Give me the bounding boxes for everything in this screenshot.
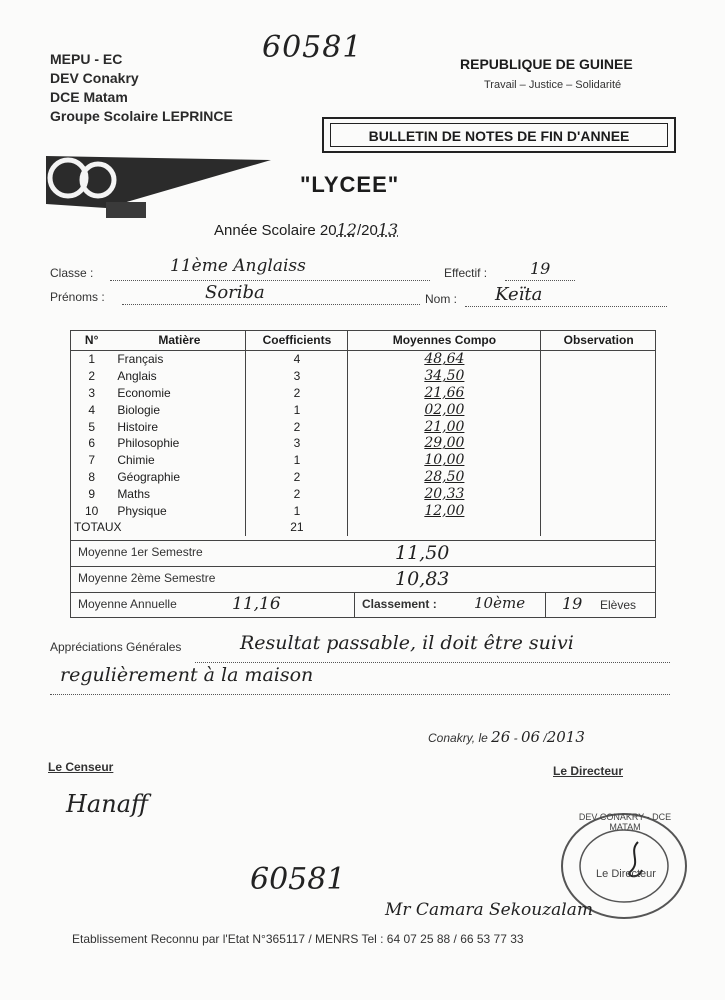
totals-label: TOTAUX [74, 520, 122, 535]
table-row [70, 435, 656, 452]
sem2-divider [70, 592, 656, 593]
stamp-center-text: Le Directeur [596, 868, 656, 880]
header-observation: Observation [541, 330, 656, 351]
row-coef: 3 [246, 368, 348, 385]
table-row [70, 485, 656, 502]
table-row [70, 469, 656, 486]
row-num: 6 [88, 436, 95, 451]
reference-number-bottom: 60581 [250, 862, 346, 897]
directeur-label: Le Directeur [553, 764, 624, 778]
header-grade: Moyennes Compo [348, 330, 541, 351]
row-grade-cell [348, 385, 541, 402]
date-year: 2013 [546, 728, 585, 746]
nom-value: Keïta [495, 284, 543, 305]
director-name: Mr Camara Sekouzalam [385, 900, 593, 920]
row-grade: 21,66 [424, 384, 465, 401]
table-row [70, 502, 656, 519]
appreciation-text-1: Resultat passable, il doit être suivi [240, 632, 574, 654]
row-grade: 48,64 [424, 351, 465, 368]
effectif-label: Effectif : [444, 266, 488, 280]
row-grade-cell [348, 452, 541, 469]
row-grade: 21,00 [424, 418, 465, 435]
school-year-start: 12 [336, 220, 357, 239]
censeur-label: Le Censeur [48, 760, 114, 774]
reference-number-top: 60581 [262, 30, 363, 65]
row-grade-cell [348, 368, 541, 385]
censeur-signature: Hanaff [66, 790, 149, 818]
row-coef: 2 [246, 385, 348, 402]
place-date-prefix: Conakry, le [428, 731, 488, 745]
classe-value: 11ème Anglaiss [170, 256, 306, 276]
school-logo-icon [46, 138, 271, 220]
table-header-row [70, 330, 656, 351]
header-line-2: DEV Conakry [50, 70, 139, 86]
row-grade-cell [348, 351, 541, 368]
school-year-end: 13 [377, 220, 399, 239]
row-coef: 2 [246, 485, 348, 502]
date-day: 26 [491, 728, 511, 746]
annual-value: 11,16 [232, 594, 281, 614]
averages-divider [70, 540, 656, 541]
classe-label: Classe : [50, 266, 94, 280]
place-date: Conakry, le 26 - 06 /2013 [428, 728, 585, 746]
footer-text: Etablissement Reconnu par l'Etat N°365117 / MENRS Tel : 64 07 25 88 / 66 53 77 33 [72, 932, 524, 946]
row-grade: 02,00 [424, 401, 465, 418]
row-grade-cell [348, 401, 541, 418]
row-observation [541, 368, 656, 385]
header-coef: Coefficients [246, 330, 348, 351]
row-observation [541, 435, 656, 452]
row-num: 3 [88, 385, 95, 400]
sem1-label: Moyenne 1er Semestre [78, 545, 203, 559]
appreciation-label: Appréciations Générales [50, 640, 182, 654]
table-row [70, 401, 656, 418]
row-observation [541, 401, 656, 418]
row-grade-cell [348, 502, 541, 519]
sem2-value: 10,83 [395, 568, 450, 590]
prenoms-label: Prénoms : [50, 290, 105, 304]
prenoms-value: Soriba [205, 282, 265, 303]
table-row [70, 385, 656, 402]
row-subject: Chimie [117, 453, 155, 468]
header-subject: Matière [113, 330, 246, 351]
country-title: REPUBLIQUE DE GUINEE [460, 56, 633, 72]
row-observation [541, 469, 656, 486]
row-num: 5 [88, 419, 95, 434]
school-year-sep: /20 [356, 222, 378, 239]
row-grade: 10,00 [424, 452, 465, 469]
sem2-label: Moyenne 2ème Semestre [78, 571, 216, 585]
rank-value: 10ème [474, 594, 526, 612]
sem1-divider [70, 566, 656, 567]
row-subject: Français [117, 352, 164, 367]
row-subject: Philosophie [117, 436, 180, 451]
nom-label: Nom : [425, 292, 458, 306]
row-coef: 4 [246, 351, 348, 368]
prenoms-line [122, 290, 420, 305]
rank-unit: Elèves [600, 598, 637, 612]
header-line-4: Groupe Scolaire LEPRINCE [50, 108, 233, 124]
bulletin-title: BULLETIN DE NOTES DE FIN D'ANNEE [330, 123, 668, 147]
row-observation [541, 351, 656, 368]
row-grade: 34,50 [424, 368, 465, 385]
totals-coef: 21 [246, 519, 348, 536]
row-grade: 12,00 [424, 502, 465, 519]
row-num: 2 [88, 369, 95, 384]
table-row [70, 368, 656, 385]
row-num: 9 [88, 486, 95, 501]
rank-total: 19 [562, 594, 583, 613]
row-grade-cell [348, 469, 541, 486]
row-num: 1 [88, 352, 95, 367]
row-grade-cell [348, 435, 541, 452]
row-subject: Maths [117, 486, 150, 501]
row-coef: 2 [246, 469, 348, 486]
school-year [214, 220, 398, 239]
sem1-value: 11,50 [395, 542, 450, 564]
grades-table [70, 330, 656, 536]
row-num: 10 [84, 503, 99, 518]
row-subject: Physique [117, 503, 167, 518]
row-grade: 28,50 [424, 468, 465, 485]
row-subject: Géographie [117, 469, 181, 484]
row-coef: 3 [246, 435, 348, 452]
date-month: 06 [520, 728, 541, 746]
header-line-1: MEPU - EC [50, 51, 123, 67]
row-coef: 1 [246, 502, 348, 519]
row-coef: 1 [246, 452, 348, 469]
totals-row [70, 519, 656, 536]
row-grade-cell [348, 418, 541, 435]
row-grade: 29,00 [424, 435, 465, 452]
annual-divider-v [354, 592, 355, 618]
effectif-value: 19 [530, 259, 551, 278]
row-observation [541, 485, 656, 502]
rank-label: Classement : [362, 597, 437, 611]
table-row [70, 418, 656, 435]
annual-label: Moyenne Annuelle [78, 597, 177, 611]
row-observation [541, 452, 656, 469]
row-observation [541, 385, 656, 402]
country-motto: Travail – Justice – Solidarité [484, 79, 622, 91]
row-coef: 2 [246, 418, 348, 435]
stamp-top-text: DEV CONAKRY - DCE MATAM [578, 812, 672, 832]
school-year-label: Année Scolaire 20 [214, 222, 337, 239]
row-observation [541, 502, 656, 519]
appreciation-text-2: regulièrement à la maison [60, 664, 314, 686]
table-row [70, 351, 656, 368]
row-coef: 1 [246, 401, 348, 418]
level-title: "LYCEE" [300, 172, 400, 197]
totals-observation [541, 519, 656, 536]
row-subject: Economie [117, 385, 171, 400]
row-subject: Histoire [117, 419, 158, 434]
row-subject: Biologie [117, 402, 161, 417]
row-num: 4 [88, 402, 95, 417]
row-num: 8 [88, 469, 95, 484]
header-num: N° [70, 330, 113, 351]
row-grade: 20,33 [424, 485, 465, 502]
row-num: 7 [88, 453, 95, 468]
bulletin-title-box [322, 117, 676, 153]
rank-divider-v [545, 592, 546, 618]
row-grade-cell [348, 485, 541, 502]
table-row [70, 452, 656, 469]
header-line-3: DCE Matam [50, 89, 128, 105]
row-observation [541, 418, 656, 435]
totals-grade [348, 519, 541, 536]
row-subject: Anglais [117, 369, 157, 384]
header-institution-block [50, 50, 233, 126]
